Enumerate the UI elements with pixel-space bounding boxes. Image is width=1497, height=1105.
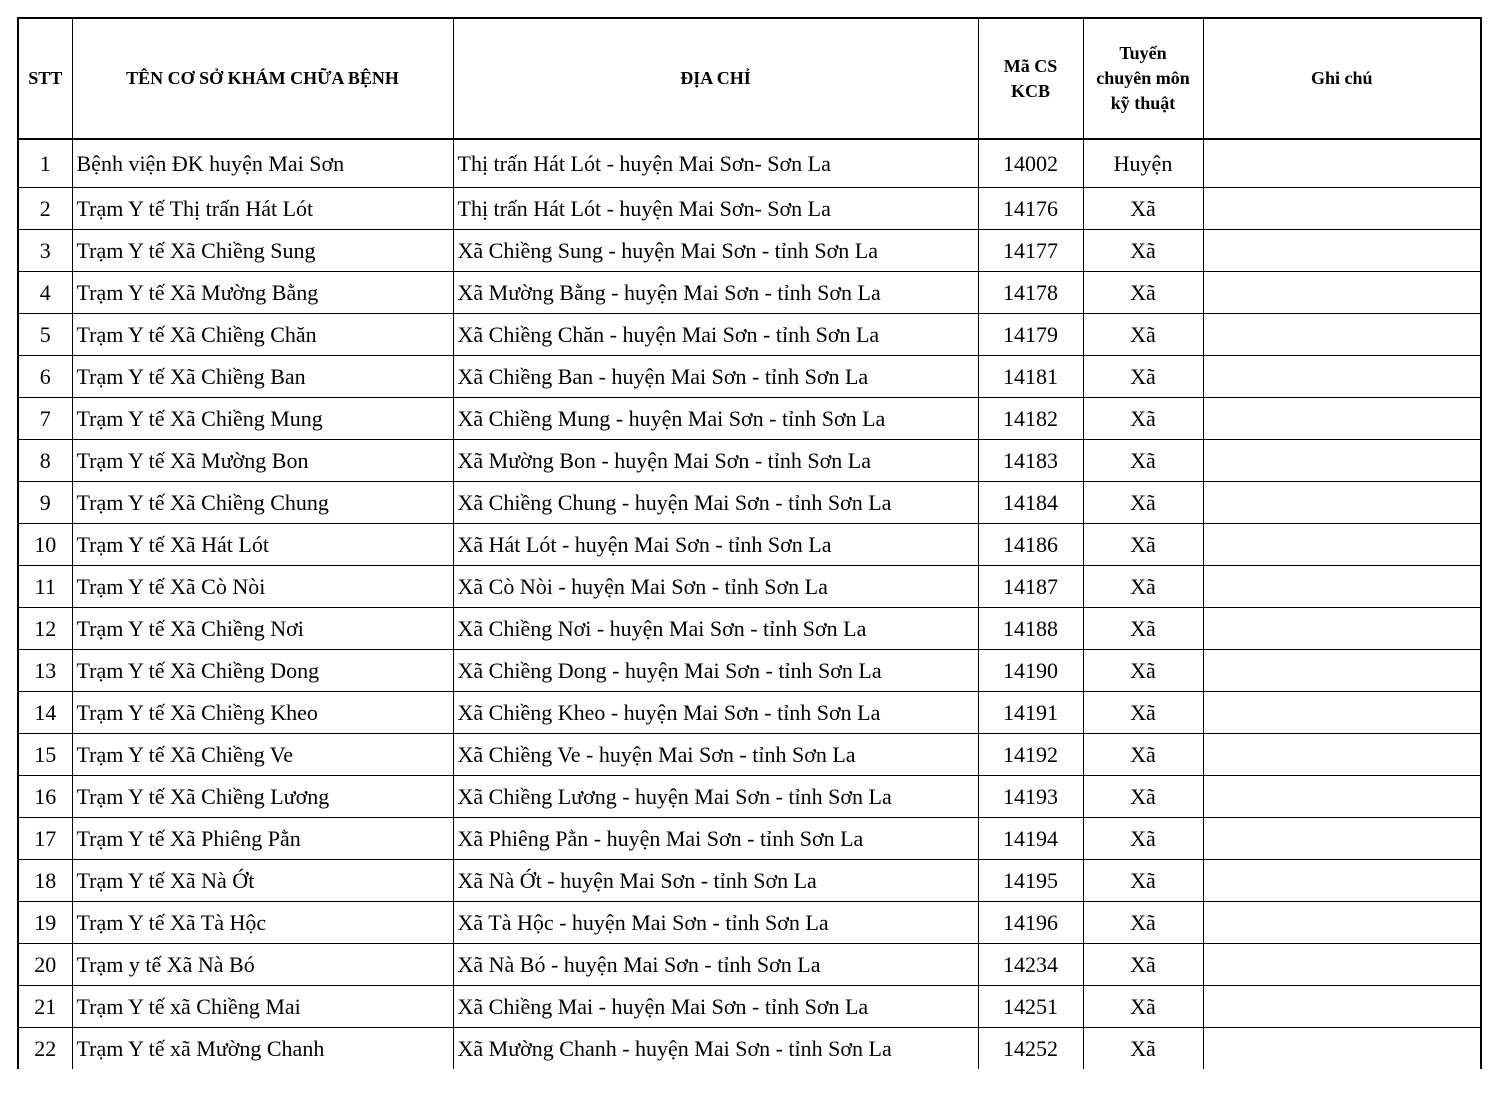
cell-technical-level: Xã (1083, 314, 1203, 356)
cell-stt: 5 (18, 314, 72, 356)
cell-note (1203, 818, 1481, 860)
cell-facility-code: 14191 (978, 692, 1083, 734)
cell-technical-level: Xã (1083, 188, 1203, 230)
table-row (18, 188, 1481, 230)
cell-note (1203, 734, 1481, 776)
table-row (18, 230, 1481, 272)
cell-technical-level: Xã (1083, 944, 1203, 986)
cell-facility-code: 14182 (978, 398, 1083, 440)
cell-facility-code: 14251 (978, 986, 1083, 1028)
cell-facility-code: 14195 (978, 860, 1083, 902)
cell-facility-code: 14252 (978, 1028, 1083, 1070)
cell-note (1203, 566, 1481, 608)
cell-note (1203, 440, 1481, 482)
cell-facility-code: 14183 (978, 440, 1083, 482)
cell-stt: 19 (18, 902, 72, 944)
header-technical-level (1083, 18, 1203, 139)
cell-technical-level: Xã (1083, 230, 1203, 272)
cell-note (1203, 272, 1481, 314)
cell-facility-code: 14178 (978, 272, 1083, 314)
cell-facility-name: Trạm Y tế Xã Chiềng Sung (72, 230, 453, 272)
table-row (18, 139, 1481, 188)
cell-stt: 9 (18, 482, 72, 524)
cell-technical-level: Xã (1083, 1028, 1203, 1070)
cell-note (1203, 139, 1481, 188)
cell-technical-level: Xã (1083, 818, 1203, 860)
cell-facility-name: Trạm Y tế Xã Chiềng Chăn (72, 314, 453, 356)
cell-note (1203, 608, 1481, 650)
cell-address: Xã Chiềng Ve - huyện Mai Sơn - tỉnh Sơn La (453, 734, 978, 776)
header-level-line2: chuyên môn (1096, 68, 1190, 88)
cell-stt: 2 (18, 188, 72, 230)
cell-address: Xã Chiềng Chăn - huyện Mai Sơn - tỉnh Sơn La (453, 314, 978, 356)
cell-technical-level: Xã (1083, 440, 1203, 482)
cell-address: Xã Nà Ớt - huyện Mai Sơn - tỉnh Sơn La (453, 860, 978, 902)
cell-facility-name: Trạm Y tế Xã Chiềng Ban (72, 356, 453, 398)
cell-stt: 1 (18, 139, 72, 188)
cell-stt: 14 (18, 692, 72, 734)
cell-note (1203, 188, 1481, 230)
cell-facility-name: Trạm Y tế Xã Chiềng Lương (72, 776, 453, 818)
cell-address: Xã Chiềng Nơi - huyện Mai Sơn - tỉnh Sơn La (453, 608, 978, 650)
cell-note (1203, 314, 1481, 356)
cell-address: Xã Chiềng Mai - huyện Mai Sơn - tỉnh Sơn La (453, 986, 978, 1028)
table-row (18, 1028, 1481, 1070)
header-level-line3: kỹ thuật (1110, 93, 1176, 113)
header-level-line1: Tuyến (1119, 43, 1167, 63)
table-row (18, 860, 1481, 902)
cell-technical-level: Xã (1083, 482, 1203, 524)
cell-technical-level: Xã (1083, 776, 1203, 818)
cell-technical-level: Xã (1083, 566, 1203, 608)
cell-facility-name: Trạm Y tế Xã Hát Lót (72, 524, 453, 566)
cell-facility-name: Bệnh viện ĐK huyện Mai Sơn (72, 139, 453, 188)
cell-facility-name: Trạm Y tế Xã Chiềng Nơi (72, 608, 453, 650)
cell-stt: 6 (18, 356, 72, 398)
table-row (18, 608, 1481, 650)
cell-technical-level: Xã (1083, 356, 1203, 398)
cell-facility-code: 14179 (978, 314, 1083, 356)
cell-technical-level: Xã (1083, 524, 1203, 566)
cell-note (1203, 776, 1481, 818)
cell-address: Xã Chiềng Sung - huyện Mai Sơn - tỉnh Sơn La (453, 230, 978, 272)
table-row (18, 440, 1481, 482)
cell-note (1203, 650, 1481, 692)
cell-stt: 15 (18, 734, 72, 776)
cell-facility-code: 14181 (978, 356, 1083, 398)
cell-address: Xã Chiềng Mung - huyện Mai Sơn - tỉnh Sơn La (453, 398, 978, 440)
cell-facility-code: 14188 (978, 608, 1083, 650)
table-row (18, 356, 1481, 398)
cell-facility-name: Trạm Y tế xã Chiềng Mai (72, 986, 453, 1028)
cell-address: Xã Chiềng Kheo - huyện Mai Sơn - tỉnh Sơn La (453, 692, 978, 734)
header-code-line2: KCB (1010, 80, 1050, 101)
cell-facility-name: Trạm Y tế Xã Phiêng Pằn (72, 818, 453, 860)
cell-address: Xã Mường Chanh - huyện Mai Sơn - tỉnh Sơn La (453, 1028, 978, 1070)
cell-stt: 11 (18, 566, 72, 608)
cell-note (1203, 230, 1481, 272)
cell-facility-code: 14177 (978, 230, 1083, 272)
cell-facility-code: 14192 (978, 734, 1083, 776)
cell-stt: 16 (18, 776, 72, 818)
table-row (18, 818, 1481, 860)
table-row (18, 944, 1481, 986)
cell-facility-name: Trạm Y tế Xã Mường Bằng (72, 272, 453, 314)
cell-facility-name: Trạm Y tế xã Mường Chanh (72, 1028, 453, 1070)
cell-facility-code: 14196 (978, 902, 1083, 944)
cell-stt: 12 (18, 608, 72, 650)
header-note: Ghi chú (1203, 18, 1481, 139)
cell-facility-code: 14234 (978, 944, 1083, 986)
cell-facility-name: Trạm Y tế Xã Chiềng Mung (72, 398, 453, 440)
table-row (18, 398, 1481, 440)
cell-address: Xã Chiềng Lương - huyện Mai Sơn - tỉnh Sơn La (453, 776, 978, 818)
cell-technical-level: Xã (1083, 860, 1203, 902)
cell-facility-name: Trạm Y tế Xã Tà Hộc (72, 902, 453, 944)
cell-facility-code: 14190 (978, 650, 1083, 692)
header-facility-code (978, 18, 1083, 139)
cell-stt: 22 (18, 1028, 72, 1070)
cell-stt: 21 (18, 986, 72, 1028)
cell-technical-level: Xã (1083, 272, 1203, 314)
cell-technical-level: Xã (1083, 734, 1203, 776)
cell-note (1203, 692, 1481, 734)
cell-facility-code: 14193 (978, 776, 1083, 818)
cell-facility-name: Trạm Y tế Xã Cò Nòi (72, 566, 453, 608)
table-row (18, 272, 1481, 314)
cell-facility-name: Trạm Y tế Xã Nà Ớt (72, 860, 453, 902)
cell-technical-level: Xã (1083, 986, 1203, 1028)
cell-note (1203, 1028, 1481, 1070)
cell-stt: 17 (18, 818, 72, 860)
cell-address: Xã Phiêng Pằn - huyện Mai Sơn - tỉnh Sơn La (453, 818, 978, 860)
cell-note (1203, 524, 1481, 566)
cell-technical-level: Xã (1083, 398, 1203, 440)
cell-facility-name: Trạm Y tế Xã Chiềng Kheo (72, 692, 453, 734)
cell-facility-code: 14176 (978, 188, 1083, 230)
cell-address: Thị trấn Hát Lót - huyện Mai Sơn- Sơn La (453, 188, 978, 230)
table-row (18, 692, 1481, 734)
cell-technical-level: Xã (1083, 692, 1203, 734)
facility-table (17, 17, 1482, 1069)
cell-technical-level: Xã (1083, 650, 1203, 692)
cell-address: Xã Mường Bon - huyện Mai Sơn - tỉnh Sơn La (453, 440, 978, 482)
cell-facility-name: Trạm Y tế Thị trấn Hát Lót (72, 188, 453, 230)
table-header (18, 18, 1481, 139)
cell-note (1203, 482, 1481, 524)
cell-technical-level: Huyện (1083, 139, 1203, 188)
cell-facility-code: 14184 (978, 482, 1083, 524)
cell-facility-code: 14186 (978, 524, 1083, 566)
header-row (18, 18, 1481, 139)
cell-facility-name: Trạm y tế Xã Nà Bó (72, 944, 453, 986)
table-row (18, 314, 1481, 356)
header-address: ĐỊA CHỈ (453, 18, 978, 139)
header-code-line1: Mã CS (1003, 55, 1058, 76)
cell-address: Thị trấn Hát Lót - huyện Mai Sơn- Sơn La (453, 139, 978, 188)
cell-address: Xã Cò Nòi - huyện Mai Sơn - tỉnh Sơn La (453, 566, 978, 608)
cell-address: Xã Chiềng Dong - huyện Mai Sơn - tỉnh Sơn La (453, 650, 978, 692)
cell-address: Xã Hát Lót - huyện Mai Sơn - tỉnh Sơn La (453, 524, 978, 566)
cell-stt: 13 (18, 650, 72, 692)
cell-facility-name: Trạm Y tế Xã Chiềng Ve (72, 734, 453, 776)
cell-address: Xã Tà Hộc - huyện Mai Sơn - tỉnh Sơn La (453, 902, 978, 944)
cell-stt: 10 (18, 524, 72, 566)
cell-note (1203, 860, 1481, 902)
cell-facility-name: Trạm Y tế Xã Chiềng Dong (72, 650, 453, 692)
table-row (18, 524, 1481, 566)
cell-note (1203, 356, 1481, 398)
cell-stt: 7 (18, 398, 72, 440)
cell-address: Xã Chiềng Ban - huyện Mai Sơn - tỉnh Sơn La (453, 356, 978, 398)
table-row (18, 650, 1481, 692)
table-row (18, 566, 1481, 608)
header-facility-name: TÊN CƠ SỞ KHÁM CHỮA BỆNH (72, 18, 453, 139)
cell-technical-level: Xã (1083, 902, 1203, 944)
table-row (18, 986, 1481, 1028)
cell-facility-name: Trạm Y tế Xã Chiềng Chung (72, 482, 453, 524)
header-stt: STT (18, 18, 72, 139)
cell-facility-code: 14002 (978, 139, 1083, 188)
cell-note (1203, 986, 1481, 1028)
cell-technical-level: Xã (1083, 608, 1203, 650)
cell-stt: 18 (18, 860, 72, 902)
table-row (18, 734, 1481, 776)
table-row (18, 482, 1481, 524)
table-row (18, 776, 1481, 818)
cell-stt: 3 (18, 230, 72, 272)
cell-address: Xã Chiềng Chung - huyện Mai Sơn - tỉnh Sơn La (453, 482, 978, 524)
cell-address: Xã Mường Bằng - huyện Mai Sơn - tỉnh Sơn La (453, 272, 978, 314)
cell-stt: 4 (18, 272, 72, 314)
table-row (18, 902, 1481, 944)
cell-facility-name: Trạm Y tế Xã Mường Bon (72, 440, 453, 482)
cell-facility-code: 14187 (978, 566, 1083, 608)
cell-address: Xã Nà Bó - huyện Mai Sơn - tỉnh Sơn La (453, 944, 978, 986)
cell-note (1203, 902, 1481, 944)
cell-note (1203, 398, 1481, 440)
table-body (18, 139, 1481, 1069)
cell-note (1203, 944, 1481, 986)
cell-stt: 8 (18, 440, 72, 482)
cell-stt: 20 (18, 944, 72, 986)
cell-facility-code: 14194 (978, 818, 1083, 860)
